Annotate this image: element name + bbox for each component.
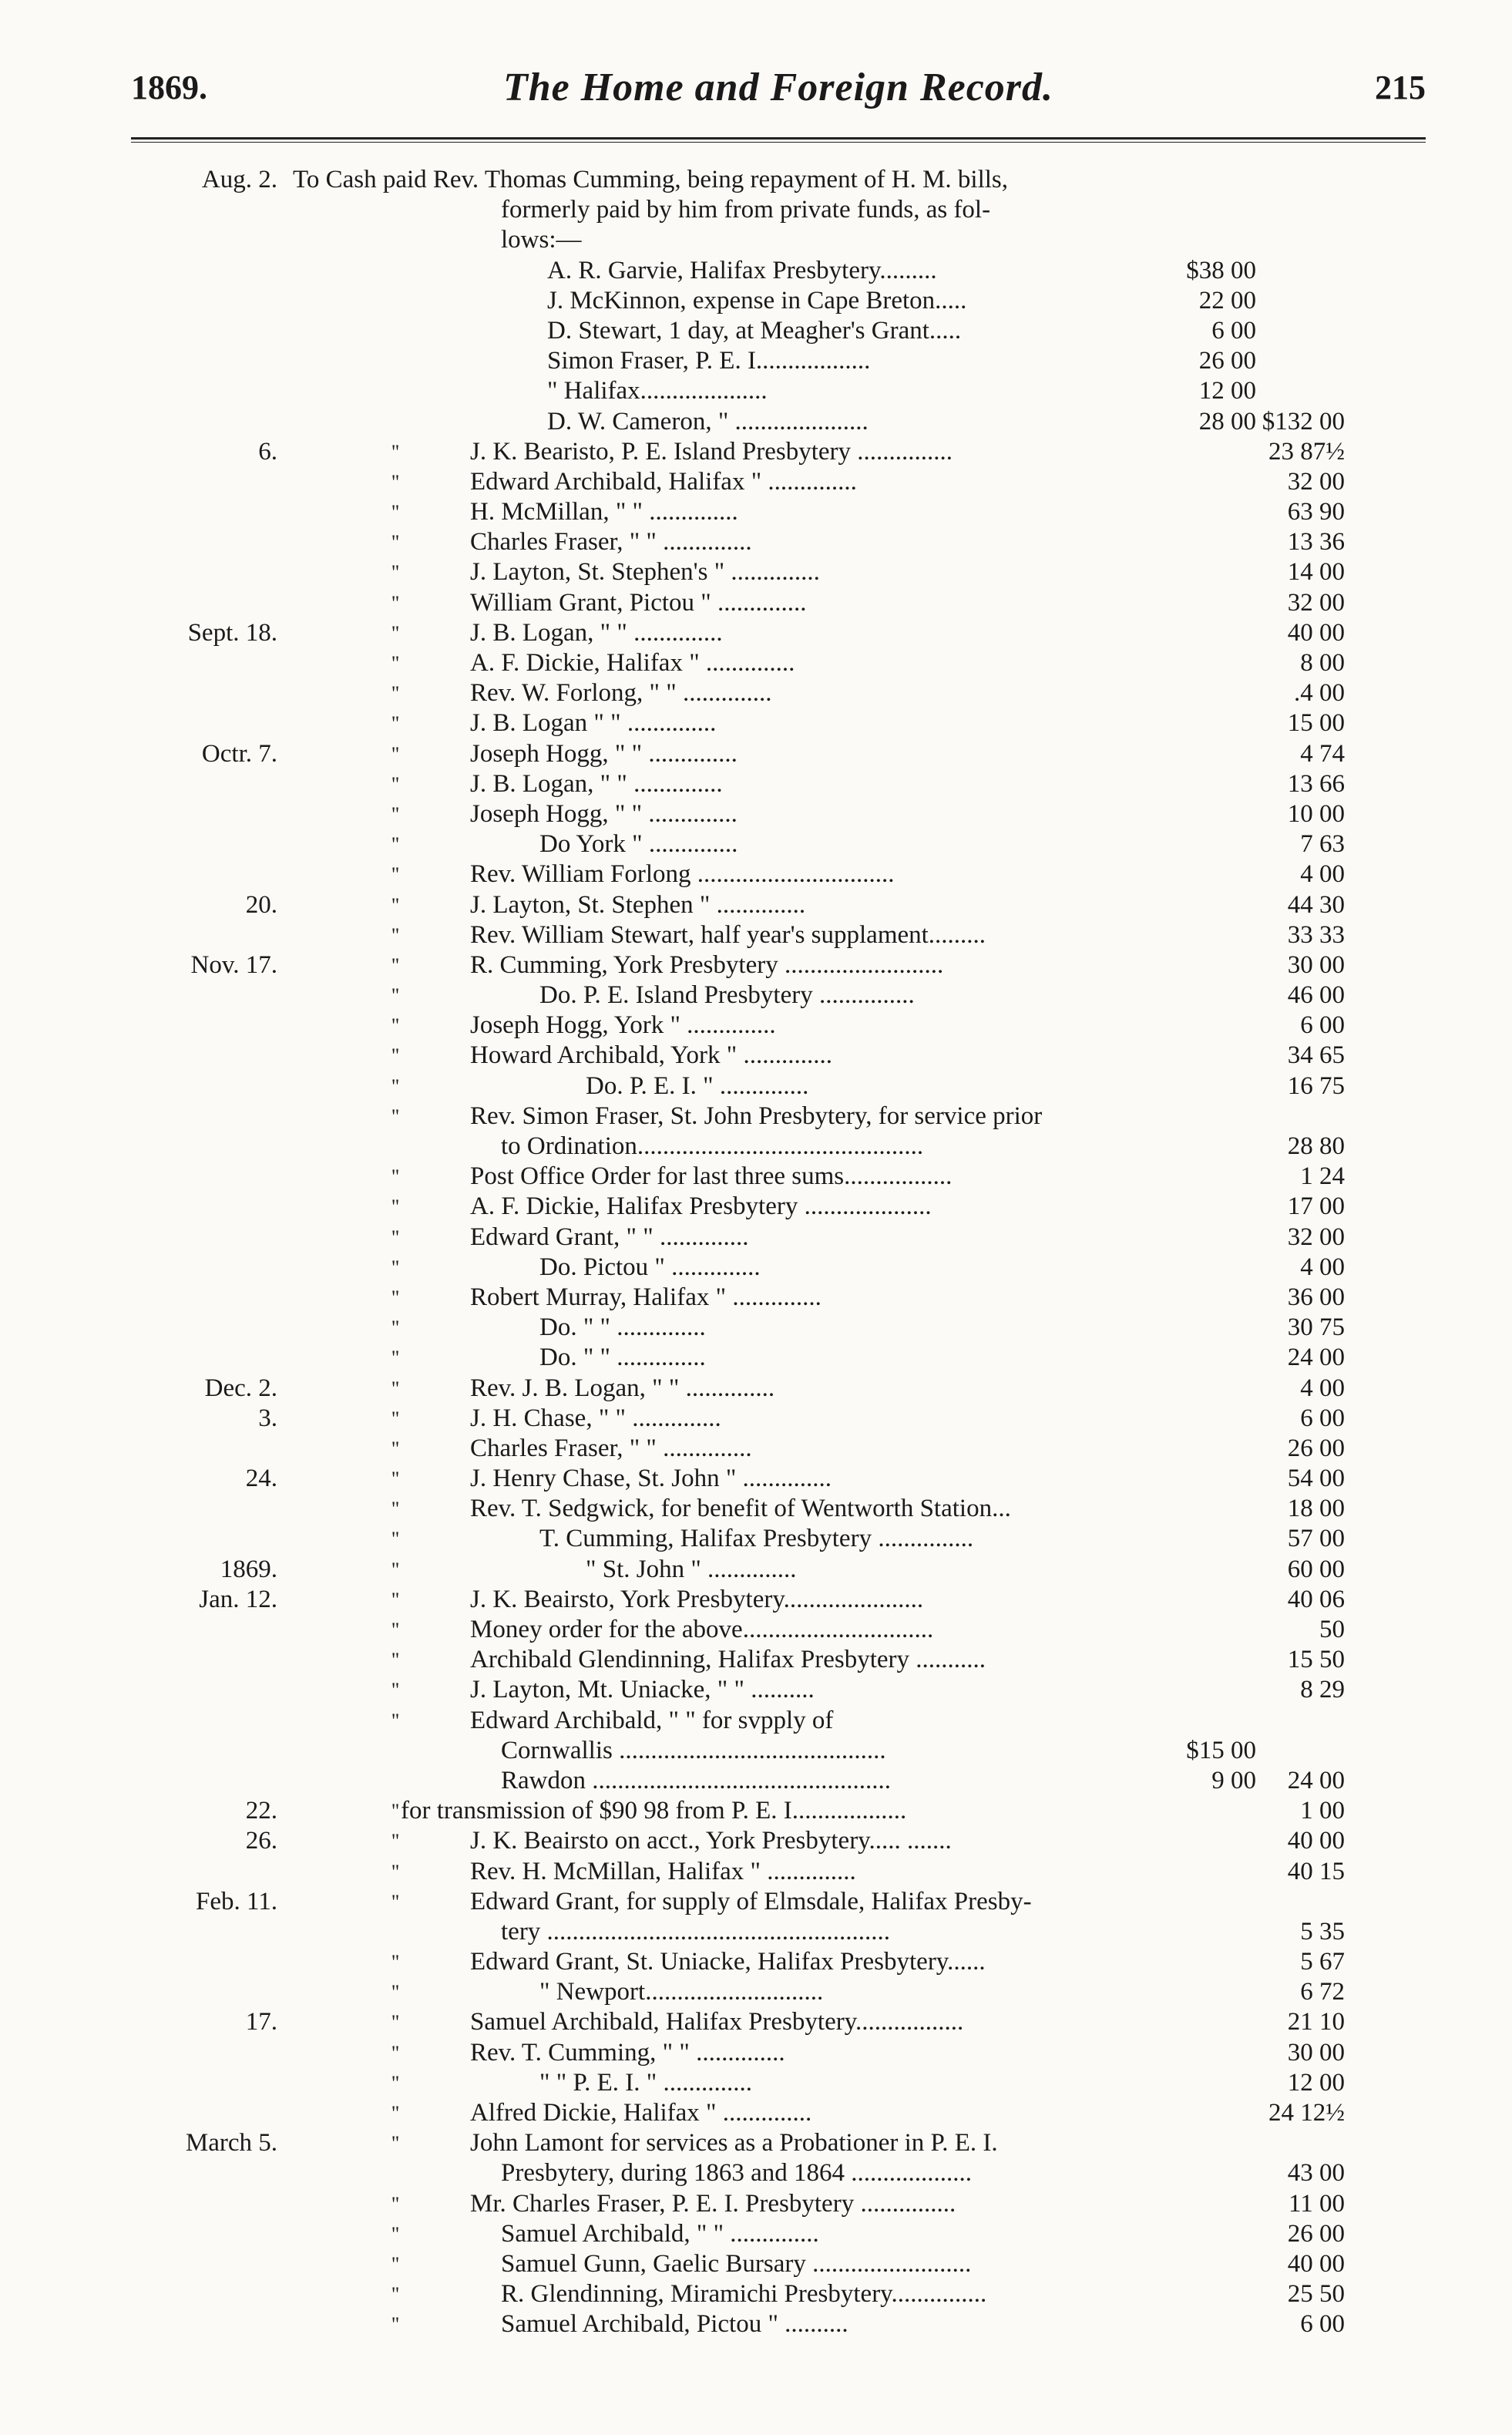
entry-description: Do. P. E. Island Presbytery ...............	[539, 981, 915, 1010]
ledger-row	[0, 618, 1512, 648]
entry-description: A. R. Garvie, Halifax Presbytery.........	[547, 256, 937, 284]
ditto-mark: "	[391, 863, 400, 886]
entry-amount: 17 00	[1287, 1192, 1345, 1221]
entry-date: Nov. 17.	[190, 950, 277, 979]
entry-date: 26.	[245, 1827, 277, 1855]
ditto-mark: "	[391, 440, 400, 463]
entry-date: 24.	[245, 1465, 277, 1493]
entry-date: Octr. 7.	[201, 739, 277, 768]
journal-title: The Home and Foreign Record.	[502, 66, 1054, 109]
entry-amount: 44 30	[1287, 890, 1345, 919]
ditto-mark: "	[391, 1528, 400, 1551]
sub-amount: $38 00	[1186, 256, 1256, 284]
ledger-row	[0, 1464, 1512, 1494]
entry-amount: 13 66	[1287, 769, 1345, 798]
ledger-row	[0, 890, 1512, 920]
ledger-row	[0, 829, 1512, 859]
entry-description: Edward Archibald, " " for svpply of	[470, 1706, 834, 1734]
entry-description: formerly paid by him from private funds, as fol-	[501, 196, 991, 224]
entry-amount: 5 67	[1300, 1948, 1345, 1976]
ledger-row	[0, 739, 1512, 769]
entry-description: " " P. E. I. " ..............	[539, 2068, 753, 2097]
ledger-row	[0, 1253, 1512, 1283]
ditto-mark: "	[391, 1800, 400, 1823]
entry-date: Sept. 18.	[187, 618, 277, 647]
ledger-row	[0, 2098, 1512, 2128]
ledger-row	[0, 1796, 1512, 1826]
entry-amount: 10 00	[1287, 799, 1345, 828]
entry-amount: 14 00	[1287, 558, 1345, 587]
ledger-row	[0, 2068, 1512, 2098]
ledger-row	[0, 1887, 1512, 1917]
ditto-mark: "	[391, 1256, 400, 1279]
entry-description: J. Layton, St. Stephen's " ..............	[470, 558, 820, 587]
ledger-row	[0, 1675, 1512, 1705]
entry-description: H. McMillan, " " ..............	[470, 498, 738, 526]
ditto-mark: "	[391, 1619, 400, 1641]
ditto-mark: "	[391, 1196, 400, 1219]
entry-date: Jan. 12.	[199, 1585, 277, 1613]
entry-amount: 24 12½	[1268, 2099, 1345, 2127]
ledger-row	[0, 1071, 1512, 1101]
ledger-row	[0, 1192, 1512, 1222]
ledger-row	[0, 376, 1512, 406]
ledger-row	[0, 950, 1512, 980]
ledger-row	[0, 1494, 1512, 1524]
entry-amount: 40 15	[1287, 1857, 1345, 1885]
entry-description: J. K. Beairsto on acct., York Presbytery..... .......	[470, 1827, 952, 1855]
ledger-row	[0, 1826, 1512, 1856]
ledger-row	[0, 2158, 1512, 2188]
ditto-mark: "	[391, 802, 400, 826]
ledger-row	[0, 2189, 1512, 2219]
entry-amount: 8 00	[1300, 649, 1345, 677]
ledger-row	[0, 527, 1512, 557]
entry-description: Edward Grant, " " ..............	[470, 1223, 749, 1251]
entry-description: J. McKinnon, expense in Cape Breton.....	[547, 286, 967, 314]
entry-amount: 4 00	[1300, 1374, 1345, 1402]
entry-description: Mr. Charles Fraser, P. E. I. Presbytery ...............	[470, 2189, 956, 2218]
ditto-mark: "	[391, 2313, 400, 2336]
ledger-row	[0, 225, 1512, 255]
entry-description: To Cash paid Rev. Thomas Cumming, being repayment of H. M. bills,	[293, 166, 1009, 193]
entry-date: 20.	[245, 890, 277, 919]
ditto-mark: "	[391, 501, 400, 524]
entry-description: J. B. Logan, " " ..............	[470, 618, 723, 647]
entry-description: Alfred Dickie, Halifax " ..............	[470, 2099, 812, 2127]
ditto-mark: "	[391, 1286, 400, 1309]
entry-amount: 24 00	[1287, 1766, 1345, 1794]
entry-amount: 34 65	[1287, 1041, 1345, 1070]
entry-amount: 40 06	[1287, 1585, 1345, 1613]
ledger-row	[0, 980, 1512, 1011]
ledger-row	[0, 165, 1512, 195]
entry-description: R. Glendinning, Miramichi Presbytery...............	[501, 2280, 987, 2309]
ditto-mark: "	[391, 1377, 400, 1400]
entry-description: John Lamont for services as a Probationer in P. E. I.	[470, 2129, 998, 2158]
entry-amount: 23 87½	[1268, 437, 1345, 466]
ditto-mark: "	[391, 470, 400, 493]
ledger-row	[0, 2249, 1512, 2279]
ledger-row	[0, 769, 1512, 799]
ledger-row	[0, 1162, 1512, 1192]
ledger-row	[0, 1404, 1512, 1434]
ledger-row	[0, 1041, 1512, 1071]
ledger-row	[0, 678, 1512, 708]
ledger-row	[0, 1645, 1512, 1675]
ditto-mark: "	[391, 1014, 400, 1038]
header-rule-thin	[131, 142, 1426, 143]
entry-description: J. B. Logan, " " ..............	[470, 769, 723, 798]
entry-description: Samuel Archibald, Halifax Presbytery.................	[470, 2008, 964, 2036]
ledger-row	[0, 1857, 1512, 1887]
entry-amount: 26 00	[1287, 2219, 1345, 2248]
ditto-mark: "	[391, 1226, 400, 1249]
ditto-mark: "	[391, 2041, 400, 2064]
entry-amount: 40 00	[1287, 618, 1345, 647]
entry-amount: 24 00	[1287, 1344, 1345, 1372]
entry-amount: 5 35	[1300, 1917, 1345, 1946]
entry-date: 17.	[245, 2008, 277, 2036]
entry-description: tery ......................................................	[501, 1917, 891, 1946]
ditto-mark: "	[391, 1709, 400, 1732]
entry-amount: 50	[1319, 1616, 1345, 1643]
entry-description: J. B. Logan " " ..............	[470, 709, 717, 738]
entry-description: Edward Grant, for supply of Elmsdale, Halifax Presby-	[470, 1887, 1032, 1915]
entry-description: Joseph Hogg, " " ..............	[470, 799, 738, 828]
entry-description: Rev. T. Sedgwick, for benefit of Wentworth Station...	[470, 1495, 1011, 1523]
entry-description: J. H. Chase, " " ..............	[470, 1404, 721, 1432]
ditto-mark: "	[391, 682, 400, 705]
entry-amount: 12 00	[1287, 2068, 1345, 2097]
ditto-mark: "	[391, 1498, 400, 1521]
entry-amount: 4 74	[1300, 739, 1345, 768]
ditto-mark: "	[391, 984, 400, 1007]
ledger-row	[0, 2219, 1512, 2249]
entry-description: to Ordination.............................................	[501, 1132, 924, 1160]
ledger-row	[0, 1524, 1512, 1554]
sub-amount: 26 00	[1198, 347, 1256, 375]
ditto-mark: "	[391, 1649, 400, 1672]
ledger-row	[0, 467, 1512, 497]
entry-description: J. K. Bearisto, P. E. Island Presbytery ...............	[470, 437, 953, 466]
ditto-mark: "	[391, 1890, 400, 1913]
entry-amount: 6 00	[1300, 1404, 1345, 1432]
entry-amount: 4 00	[1300, 1253, 1345, 1281]
ledger-row	[0, 1313, 1512, 1343]
ledger-row	[0, 1011, 1512, 1041]
ditto-mark: "	[391, 923, 400, 947]
entry-description: J. Layton, St. Stephen " ..............	[470, 890, 806, 919]
ditto-mark: "	[391, 1407, 400, 1430]
ledger-row	[0, 1555, 1512, 1585]
entry-description: Rev. W. Forlong, " " ..............	[470, 679, 772, 708]
entry-description: Post Office Order for last three sums.................	[470, 1162, 953, 1191]
entry-description: D. Stewart, 1 day, at Meagher's Grant.....	[547, 316, 962, 345]
entry-description: Edward Grant, St. Uniacke, Halifax Presbytery......	[470, 1948, 986, 1976]
entry-description: J. Layton, Mt. Uniacke, " " ..........	[470, 1676, 815, 1704]
entry-amount: 6 72	[1300, 1978, 1345, 2006]
entry-amount: 18 00	[1287, 1495, 1345, 1523]
entry-amount: 32 00	[1287, 1223, 1345, 1251]
header-year: 1869.	[131, 69, 207, 106]
ditto-mark: "	[391, 772, 400, 795]
ledger-row	[0, 2128, 1512, 2158]
entry-description: Joseph Hogg, York " ..............	[470, 1011, 776, 1040]
ledger-row	[0, 1766, 1512, 1796]
ditto-mark: "	[391, 1075, 400, 1098]
entry-amount: 63 90	[1287, 498, 1345, 526]
entry-amount: 8 29	[1300, 1676, 1345, 1704]
ditto-mark: "	[391, 2252, 400, 2275]
entry-date: 22.	[245, 1797, 277, 1825]
entry-amount: 30 00	[1287, 2038, 1345, 2067]
ditto-mark: "	[391, 2011, 400, 2034]
entry-amount: 43 00	[1287, 2159, 1345, 2188]
entry-description: Rev. Simon Fraser, St. John Presbytery, for service prior	[470, 1101, 1043, 1130]
entry-description: Rev. J. B. Logan, " " ..............	[470, 1374, 775, 1402]
sub-amount: 22 00	[1198, 286, 1256, 314]
ditto-mark: "	[391, 1437, 400, 1460]
entry-description: A. F. Dickie, Halifax " ..............	[470, 649, 795, 677]
entry-description: " St. John " ..............	[586, 1555, 797, 1583]
ditto-mark: "	[391, 1679, 400, 1702]
ledger-row	[0, 1706, 1512, 1736]
entry-description: D. W. Cameron, " .....................	[547, 407, 869, 436]
ditto-mark: "	[391, 2071, 400, 2094]
ditto-mark: "	[391, 2222, 400, 2245]
entry-amount: 32 00	[1287, 588, 1345, 617]
ditto-mark: "	[391, 1468, 400, 1491]
entry-date: March 5.	[185, 2129, 277, 2158]
entry-description: lows:—	[501, 226, 582, 254]
entry-description: Archibald Glendinning, Halifax Presbytery ...........	[470, 1646, 986, 1674]
entry-description: Do. " " ..............	[539, 1344, 706, 1372]
ledger-row	[0, 2038, 1512, 2068]
ledger-row	[0, 557, 1512, 587]
entry-date: 1869.	[220, 1555, 277, 1583]
sub-amount: 28 00	[1198, 407, 1256, 436]
entry-amount: 1 24	[1300, 1162, 1345, 1191]
entry-amount: 36 00	[1287, 1283, 1345, 1311]
ledger-row	[0, 1947, 1512, 1977]
ditto-mark: "	[391, 1317, 400, 1340]
sub-amount: 12 00	[1198, 377, 1256, 405]
entry-date: Dec. 2.	[204, 1374, 277, 1402]
ditto-mark: "	[391, 2132, 400, 2155]
ledger-row	[0, 437, 1512, 467]
ledger-row	[0, 1283, 1512, 1313]
ditto-mark: "	[391, 2102, 400, 2124]
entry-description: Edward Archibald, Halifax " ..............	[470, 467, 857, 496]
entry-date: 3.	[258, 1404, 277, 1432]
ditto-mark: "	[391, 1981, 400, 2004]
entry-amount: 11 00	[1288, 2189, 1345, 2218]
entry-description: Charles Fraser, " " ..............	[470, 528, 752, 557]
ditto-mark: "	[391, 531, 400, 554]
sub-amount: $15 00	[1186, 1736, 1256, 1764]
ledger-row	[0, 316, 1512, 346]
ditto-mark: "	[391, 893, 400, 916]
entry-description: Samuel Gunn, Gaelic Bursary .........................	[501, 2249, 972, 2278]
entry-amount: 28 80	[1287, 1132, 1345, 1160]
entry-amount: 30 00	[1287, 950, 1345, 979]
ditto-mark: "	[391, 1165, 400, 1189]
ditto-mark: "	[391, 1830, 400, 1853]
entry-amount: 1 00	[1300, 1797, 1345, 1825]
ditto-mark: "	[391, 1105, 400, 1128]
ditto-mark: "	[391, 561, 400, 584]
ledger-row	[0, 588, 1512, 618]
entry-amount: 30 75	[1287, 1313, 1345, 1342]
ditto-mark: "	[391, 1588, 400, 1611]
ledger-row	[0, 1343, 1512, 1373]
entry-description: Do York " ..............	[539, 830, 738, 859]
ledger-row	[0, 859, 1512, 890]
entry-date: Aug. 2.	[201, 166, 277, 193]
sub-amount: 9 00	[1211, 1766, 1256, 1794]
ledger-row	[0, 1917, 1512, 1947]
ditto-mark: "	[391, 1558, 400, 1581]
entry-description: Cornwallis ..........................................	[501, 1736, 886, 1764]
ledger-row	[0, 1223, 1512, 1253]
entry-amount: 33 33	[1287, 920, 1345, 949]
entry-description: " Newport............................	[539, 1978, 824, 2006]
entry-amount: 46 00	[1287, 981, 1345, 1010]
entry-amount: 57 00	[1287, 1525, 1345, 1553]
entry-description: " Halifax....................	[547, 377, 768, 405]
ledger-row	[0, 2279, 1512, 2309]
ledger-row	[0, 1977, 1512, 2007]
entry-description: Rawdon ...............................................	[501, 1766, 891, 1794]
entry-description: Rev. William Stewart, half year's supplament.........	[470, 920, 986, 949]
entry-amount: 25 50	[1287, 2280, 1345, 2309]
entry-amount: $132 00	[1262, 407, 1345, 436]
entry-description: Charles Fraser, " " ..............	[470, 1434, 752, 1462]
ditto-mark: "	[391, 621, 400, 644]
entry-amount: 54 00	[1287, 1465, 1345, 1493]
ditto-mark: "	[391, 591, 400, 614]
entry-description: Simon Fraser, P. E. I..................	[547, 347, 871, 375]
entry-description: Presbytery, during 1863 and 1864 ...................	[501, 2159, 973, 2188]
ledger-row	[0, 195, 1512, 225]
entry-description: Rev. H. McMillan, Halifax " ..............	[470, 1857, 856, 1885]
ledger-row	[0, 497, 1512, 527]
ledger-row	[0, 286, 1512, 316]
entry-amount: 32 00	[1287, 467, 1345, 496]
entry-description: William Grant, Pictou " ..............	[470, 588, 807, 617]
entry-amount: 40 00	[1287, 2249, 1345, 2278]
entry-description: Do. Pictou " ..............	[539, 1253, 761, 1281]
entry-description: A. F. Dickie, Halifax Presbytery ....................	[470, 1192, 932, 1221]
ledger-row	[0, 1736, 1512, 1766]
entry-description: Howard Archibald, York " ..............	[470, 1041, 832, 1070]
entry-date: Feb. 11.	[195, 1887, 277, 1915]
entry-description: J. K. Beairsto, York Presbytery......................	[470, 1585, 924, 1613]
ledger-table	[0, 165, 1512, 2340]
entry-amount: 21 10	[1287, 2008, 1345, 2036]
entry-amount: 6 00	[1300, 2310, 1345, 2339]
entry-description: R. Cumming, York Presbytery .........................	[470, 950, 944, 979]
ledger-row	[0, 1101, 1512, 1132]
entry-amount: 15 50	[1287, 1646, 1345, 1674]
ledger-row	[0, 2309, 1512, 2339]
ditto-mark: "	[391, 742, 400, 765]
entry-amount: 16 75	[1287, 1071, 1345, 1100]
entry-description: T. Cumming, Halifax Presbytery ...............	[539, 1525, 974, 1553]
ledger-row	[0, 920, 1512, 950]
entry-description: Rev. William Forlong ...............................	[470, 860, 895, 889]
entry-description: J. Henry Chase, St. John " ..............	[470, 1465, 832, 1493]
entry-description: Money order for the above..............................	[470, 1616, 934, 1643]
ditto-mark: "	[391, 712, 400, 735]
ledger-row	[0, 1585, 1512, 1615]
ditto-mark: "	[391, 833, 400, 856]
ditto-mark: "	[391, 1044, 400, 1068]
entry-amount: 40 00	[1287, 1827, 1345, 1855]
entry-description: Joseph Hogg, " " ..............	[470, 739, 738, 768]
entry-description: Rev. T. Cumming, " " ..............	[470, 2038, 785, 2067]
entry-description: Do. P. E. I. " ..............	[586, 1071, 809, 1100]
page-number: 215	[1375, 69, 1426, 106]
ledger-row	[0, 1615, 1512, 1645]
header-rule-thick	[131, 137, 1426, 140]
ditto-mark: "	[391, 1347, 400, 1370]
ledger-row	[0, 799, 1512, 829]
entry-amount: 4 00	[1300, 860, 1345, 889]
entry-description: Do. " " ..............	[539, 1313, 706, 1342]
entry-amount: 7 63	[1300, 830, 1345, 859]
ledger-row	[0, 648, 1512, 678]
ledger-row	[0, 346, 1512, 376]
entry-amount: .4 00	[1294, 679, 1345, 708]
ditto-mark: "	[391, 1860, 400, 1883]
sub-amount: 6 00	[1211, 316, 1256, 345]
ditto-mark: "	[391, 1951, 400, 1974]
entry-description: Samuel Archibald, " " ..............	[501, 2219, 819, 2248]
entry-amount: 6 00	[1300, 1011, 1345, 1040]
ledger-row	[0, 1374, 1512, 1404]
ledger-row	[0, 1132, 1512, 1162]
ditto-mark: "	[391, 953, 400, 977]
ditto-mark: "	[391, 2283, 400, 2306]
ledger-row	[0, 256, 1512, 286]
ledger-row	[0, 708, 1512, 738]
entry-description: Robert Murray, Halifax " ..............	[470, 1283, 822, 1311]
entry-amount: 60 00	[1287, 1555, 1345, 1583]
page-header	[131, 68, 1426, 129]
entry-amount: 13 36	[1287, 528, 1345, 557]
ledger-row	[0, 1434, 1512, 1464]
entry-amount: 26 00	[1287, 1434, 1345, 1462]
entry-amount: 15 00	[1287, 709, 1345, 738]
ledger-row	[0, 2007, 1512, 2037]
ditto-mark: "	[391, 652, 400, 674]
entry-date: 6.	[258, 437, 277, 466]
ditto-mark: "	[391, 2192, 400, 2215]
ledger-row	[0, 407, 1512, 437]
entry-description: for transmission of $90 98 from P. E. I..................	[401, 1797, 907, 1825]
entry-description: Samuel Archibald, Pictou " ..........	[501, 2310, 848, 2339]
